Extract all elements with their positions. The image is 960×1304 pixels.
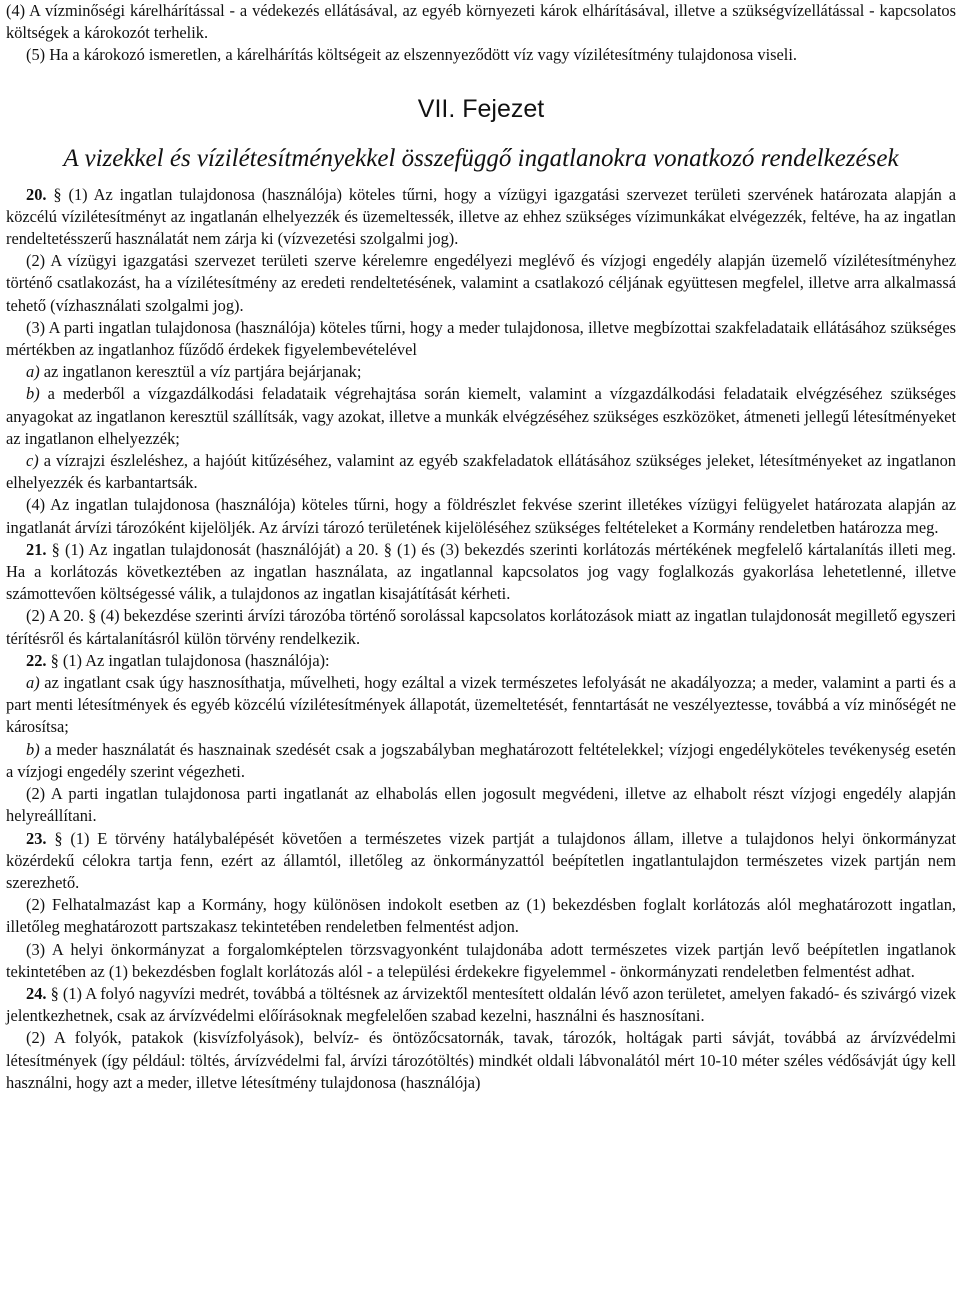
paragraph-text: (2) A folyók, patakok (kisvízfolyások), belvíz- és öntözőcsatornák, tavak, tározók, holtágak parti sávját, továbbá az árvízvédelmi létesítmények (így például: töltés, árvízvédelmi fal, árvízi tározótöltés) mindkét oldali lábvonalától mért 10-10 méter széles védősávját úgy kell használni, hogy azt a meder, illetve létesítmény tulajdonosa (használója): [6, 1028, 956, 1092]
paragraph: [6, 650, 956, 672]
paragraph-text: § (1) Az ingatlan tulajdonosa (használója):: [46, 650, 330, 670]
paragraph-text: § (1) A folyó nagyvízi medrét, továbbá a töltésnek az árvizektől mentesített oldalán lévő azon területet, amelyen fakadó- és szivárgó vizek jelentkezhetnek, csak az árvízvédelmi előírásoknak megfelelően szabad kezelni, használni és hasznosítani.: [6, 983, 957, 1026]
paragraph: [6, 494, 956, 538]
section-number: 22.: [26, 650, 47, 670]
paragraph: [6, 361, 956, 383]
paragraph: [6, 983, 956, 1027]
paragraph-text: (3) A helyi önkormányzat a forgalomképtelen törzsvagyonként tulajdonába adott természetes vizek partján levő beépítetlen ingatlanok tekintetében az (1) bekezdésben foglalt korlátozás alól - a települési érdekekre figyelemmel - önkormányzati rendeletben felmentést adhat.: [6, 939, 956, 981]
point-label: b): [26, 739, 40, 759]
paragraph: [6, 939, 956, 983]
paragraph: [6, 739, 956, 783]
paragraph-text: § (1) Az ingatlan tulajdonosa (használója) köteles tűrni, hogy a vízügyi igazgatási szervezet területi szervének határozata alapján a közcélú vízilétesítményt az ingatlanán elhelyezzék és üzemeltessék, illetve az ehhez szükséges vízimunkákat elvégezzék, feltéve, ha az ingatlan rendeltetésszerű használatát nem zárja ki (vízvezetési szolgalmi jog).: [6, 184, 956, 249]
paragraph-text: (5) Ha a károkozó ismeretlen, a kárelhárítás költségeit az elszennyeződött víz vagy vízilétesítmény tulajdonosa viseli.: [26, 45, 798, 65]
paragraph-text: (4) A vízminőségi kárelhárítással - a védekezés ellátásával, az egyéb környezeti károk elhárításával, illetve a szükségvízellátással - kapcsolatos költségek a károkozót terhelik.: [6, 1, 956, 43]
paragraph-text: a vízrajzi észleléshez, a hajóút kitűzéséhez, valamint az egyéb szakfeladatok ellátásához szükséges jeleket, létesítményeket az ingatlanon elhelyezzék és karbantartsák.: [6, 451, 956, 493]
chapter-heading: VII. Fejezet: [417, 94, 545, 123]
paragraph: [6, 450, 956, 494]
paragraph: [6, 828, 956, 895]
paragraph: [6, 1027, 956, 1094]
paragraph-text: (2) A parti ingatlan tulajdonosa parti ingatlanát az elhabolás ellen jogosult megvédeni, illetve az elhabolt részt vízjogi engedély alapján helyreállítani.: [6, 784, 956, 826]
paragraph-text: (2) A 20. § (4) bekezdése szerinti árvízi tározóba történő sorolással kapcsolatos korlátozások miatt az ingatlan tulajdonosát megillető egyszeri térítésről és kártalanításról külön törvény rendelkezik.: [6, 606, 956, 648]
paragraph-text: az ingatlant csak úgy hasznosíthatja, művelheti, hogy ezáltal a vizek természetes lefolyását ne akadályozza; a meder, valamint a parti és a part menti létesítmények és egyéb közcélú vízilétesítmények állapotát, üzemeltetését, fenntartását ne veszélyeztesse, továbbá a víz minőségét ne károsítsa;: [6, 673, 956, 737]
paragraph-text: (2) Felhatalmazást kap a Kormány, hogy különösen indokolt esetben az (1) bekezdésben foglalt korlátozás alól meghatározott ingatlan, illetőleg meghatározott partszakasz tekintetében rendeletben felmentést adjon.: [6, 895, 956, 937]
paragraph: [6, 539, 956, 606]
paragraph-text: (3) A parti ingatlan tulajdonosa (használója) köteles tűrni, hogy a meder tulajdonosa, illetve megbízottai szakfeladataik ellátásához szükséges mértékben az ingatlanhoz fűződő érdekek figyelembevételével: [6, 317, 956, 360]
paragraph: [6, 44, 956, 66]
document-page: [6, 0, 956, 1094]
section-number: 20.: [26, 184, 47, 204]
paragraph: [6, 783, 956, 827]
paragraph: [6, 672, 956, 739]
section-number: 24.: [26, 983, 47, 1003]
paragraph-text: § (1) E törvény hatálybalépését követően a természetes vizek partját a tulajdonos állam, illetve a tulajdonos helyi önkormányzat közérdekű célokra tartja fenn, ezért az államtól, illetőleg az önkormányzattól beépítetlen ingatlantulajdon természetes vizek partján nem szerezhető.: [6, 828, 956, 892]
paragraph: [6, 605, 956, 649]
paragraph-text: a mederből a vízgazdálkodási feladataik végrehajtása során kiemelt, valamint a vízgazdálkodási feladataik elvégzéséhez szükséges anyagokat az ingatlanon keresztül szállítsák, vagy azokat, illetve a munkák elvégzéséhez szükséges eszközöket, átmeneti jellegű létesítményeket az ingatlanon elhelyezzék;: [6, 384, 956, 448]
paragraph: [6, 184, 956, 251]
paragraph: [6, 0, 956, 44]
point-label: a): [26, 362, 40, 382]
paragraph-text: az ingatlanon keresztül a víz partjára bejárjanak;: [39, 362, 362, 382]
point-label: b): [26, 384, 40, 404]
paragraph-text: (4) Az ingatlan tulajdonosa (használója) köteles tűrni, hogy a földrészlet fekvése szerint illetékes vízügyi felügyelet határozata alapján az ingatlanát árvízi tározóként kijelöljék. Az árvízi tározó területének kijelöléséhez szükséges feltételeket a Kormány rendeletben határozza meg.: [6, 495, 956, 537]
paragraph-text: (2) A vízügyi igazgatási szervezet területi szerve kérelemre engedélyezi meglévő és vízjogi engedély alapján üzemelő vízilétesítményhez történő csatlakozást, ha a vízilétesítmény az eredeti rendeltetésének, valamint a csatlakozó céljának együttesen megfelel, illetve arra alkalmassá tehető (vízhasználati szolgalmi jog).: [6, 251, 956, 315]
paragraph-text: a meder használatát és hasznainak szedését csak a jogszabályban meghatározott feltételekkel; vízjogi engedélyköteles tevékenység esetén a vízjogi engedély szerint végezheti.: [6, 739, 956, 781]
paragraph: [6, 894, 956, 938]
point-label: a): [26, 673, 40, 693]
section-number: 21.: [26, 539, 47, 559]
point-label: c): [26, 451, 39, 471]
paragraph-text: § (1) Az ingatlan tulajdonosát (használóját) a 20. § (1) és (3) bekezdés szerinti korlátozás mértékének megfelelő kártalanítás illeti meg. Ha a korlátozás következtében az ingatlan használata, az ingatlannal kapcsolatos jog vagy foglalkozás gyakorlása lehetetlenné, illetve számottevően költségessé válik, a tulajdonos az ingatlan kisajátítását kérheti.: [6, 539, 956, 604]
section-number: 23.: [26, 828, 47, 848]
paragraph: [6, 250, 956, 317]
paragraph: [6, 383, 956, 450]
chapter-title: A vizekkel és vízilétesítményekkel összefüggő ingatlanokra vonatkozó rendelkezések: [63, 144, 899, 172]
paragraph: [6, 317, 956, 361]
